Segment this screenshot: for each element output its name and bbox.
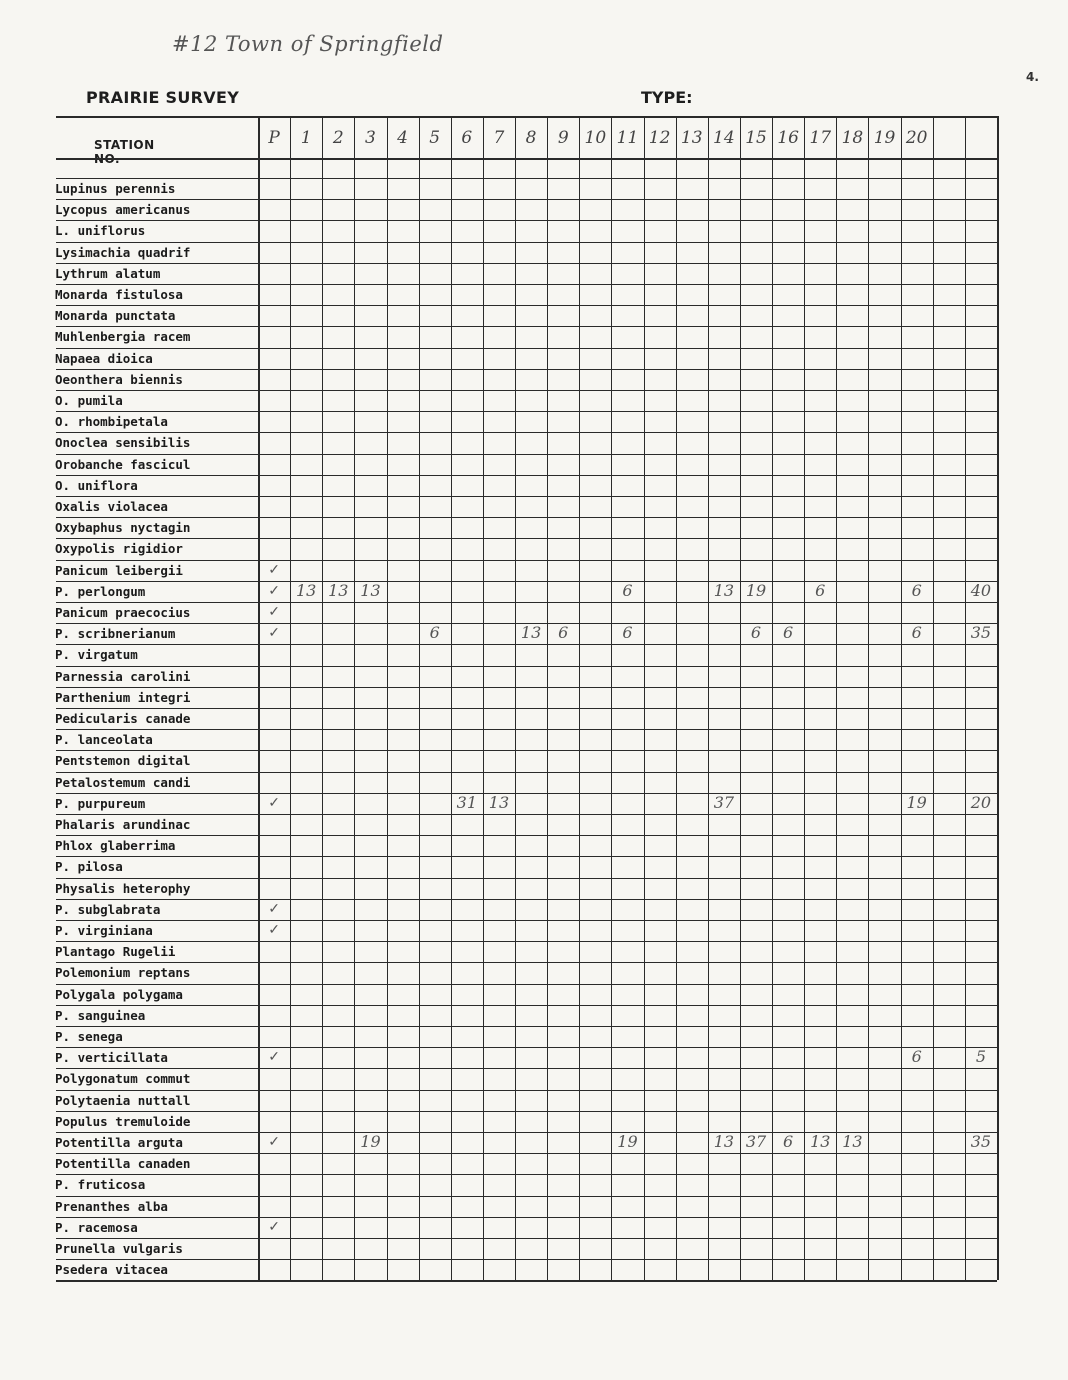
species-name: Populus tremuloide xyxy=(55,1113,191,1129)
cell-value: 6 xyxy=(783,623,794,643)
species-name: Physalis heterophy xyxy=(55,880,191,896)
row-line xyxy=(56,878,997,879)
row-line xyxy=(56,220,997,221)
column-line xyxy=(451,116,452,1280)
cell-value: 13 xyxy=(713,580,735,600)
column-line xyxy=(611,116,612,1280)
species-name: P. scribnerianum xyxy=(55,626,176,642)
species-name: O. rhombipetala xyxy=(55,414,168,430)
station-header: 10 xyxy=(584,128,607,148)
cell-value: 6 xyxy=(622,623,633,643)
cell-value: 13 xyxy=(842,1132,863,1151)
species-name: Panicum leibergii xyxy=(55,562,183,578)
species-name: Lupinus perennis xyxy=(55,181,176,196)
species-name: P. racemosa xyxy=(55,1219,138,1235)
row-line xyxy=(56,1217,997,1218)
column-line xyxy=(836,116,837,1280)
cell-value: 19 xyxy=(617,1132,638,1151)
row-line xyxy=(56,941,997,942)
cell-value: 13 xyxy=(713,1132,735,1151)
check-mark: ✓ xyxy=(268,561,280,578)
row-line xyxy=(56,602,997,603)
cell-value: 5 xyxy=(975,1047,987,1067)
row-line xyxy=(56,326,997,327)
row-line xyxy=(56,793,997,794)
column-line xyxy=(804,116,805,1280)
station-header: P xyxy=(268,128,280,148)
species-name: Polygonatum commut xyxy=(55,1071,191,1087)
cell-value: 20 xyxy=(970,792,992,812)
row-line xyxy=(56,1196,997,1197)
column-line xyxy=(965,116,966,1280)
station-header: 7 xyxy=(493,128,505,148)
species-name: P. purpureum xyxy=(55,795,146,811)
cell-value: 19 xyxy=(360,1132,381,1151)
species-name: Polygala polygama xyxy=(55,986,183,1002)
station-header: 13 xyxy=(680,128,703,148)
column-line xyxy=(901,116,902,1280)
row-line xyxy=(56,666,997,667)
species-name: Polemonium reptans xyxy=(55,965,191,981)
species-name: O. pumila xyxy=(55,393,123,408)
species-name: Prunella vulgaris xyxy=(55,1241,183,1256)
page-number: 4. xyxy=(1026,70,1039,84)
cell-value: 6 xyxy=(815,580,826,600)
species-name: P. lanceolata xyxy=(55,732,153,748)
column-line xyxy=(322,116,323,1280)
check-mark: ✓ xyxy=(268,604,280,620)
row-line xyxy=(56,750,997,751)
species-name: Petalostemum candi xyxy=(55,774,191,790)
species-name: Monarda fistulosa xyxy=(55,287,183,302)
row-line xyxy=(56,920,997,921)
species-name: Panicum praecocius xyxy=(55,605,191,620)
species-name: P. verticillata xyxy=(55,1050,168,1066)
check-mark: ✓ xyxy=(268,582,280,599)
species-name: Onoclea sensibilis xyxy=(55,435,191,451)
species-name: Oxybaphus nyctagin xyxy=(55,520,191,536)
row-line xyxy=(56,1090,997,1091)
row-line xyxy=(56,242,997,243)
header-bottom-border xyxy=(56,158,997,160)
cell-value: 31 xyxy=(456,792,478,812)
row-line xyxy=(56,178,997,179)
check-mark: ✓ xyxy=(268,922,280,938)
check-mark: ✓ xyxy=(268,1049,280,1066)
check-mark: ✓ xyxy=(268,794,280,811)
species-name: Lycopus americanus xyxy=(55,202,191,218)
column-line xyxy=(419,116,420,1280)
row-line xyxy=(56,1068,997,1069)
cell-value: 13 xyxy=(810,1132,831,1151)
row-line xyxy=(56,369,997,370)
check-mark: ✓ xyxy=(268,1134,280,1150)
column-line xyxy=(387,116,388,1280)
species-name: Lysimachia quadrif xyxy=(55,244,191,260)
species-name: Oeonthera biennis xyxy=(55,371,183,387)
cell-value: 13 xyxy=(296,580,317,600)
station-header: 1 xyxy=(300,128,312,148)
species-name: Pedicularis canade xyxy=(55,711,191,726)
row-line xyxy=(56,284,997,285)
row-line xyxy=(56,305,997,306)
species-name: L. uniflorus xyxy=(55,223,146,239)
species-name: P. pilosa xyxy=(55,859,123,875)
row-line xyxy=(56,1238,997,1239)
cell-value: 35 xyxy=(970,1132,992,1151)
species-name: Lythrum alatum xyxy=(55,265,161,281)
station-header: 9 xyxy=(557,128,569,148)
cell-value: 13 xyxy=(488,792,510,812)
cell-value: 19 xyxy=(745,580,767,600)
species-name: P. virginiana xyxy=(55,923,153,938)
station-header: 4 xyxy=(397,128,408,148)
cell-value: 35 xyxy=(970,623,992,643)
column-line xyxy=(290,116,291,1280)
column-line xyxy=(933,116,934,1280)
species-name: Parthenium integri xyxy=(55,689,191,705)
row-line xyxy=(56,1280,997,1282)
cell-value: 13 xyxy=(328,580,349,600)
station-header: 15 xyxy=(745,128,767,148)
cell-value: 6 xyxy=(558,623,569,643)
station-header: 6 xyxy=(461,128,473,148)
column-line xyxy=(740,116,741,1280)
column-line xyxy=(515,116,516,1280)
station-header: 11 xyxy=(616,128,639,148)
station-header: 5 xyxy=(429,128,441,148)
type-label: TYPE: xyxy=(641,88,693,107)
handwritten-title: #12 Town of Springfield xyxy=(172,32,444,56)
cell-value: 6 xyxy=(783,1132,794,1151)
row-line xyxy=(56,1026,997,1027)
station-header: 12 xyxy=(648,128,671,148)
species-name: P. sanguinea xyxy=(55,1007,146,1023)
station-header xyxy=(933,118,965,158)
row-line xyxy=(56,581,997,582)
row-line xyxy=(56,517,997,518)
row-line xyxy=(56,496,997,497)
cell-value: 6 xyxy=(622,580,633,600)
station-header: 2 xyxy=(332,128,344,148)
row-line xyxy=(56,984,997,985)
row-line xyxy=(56,1153,997,1154)
station-header: 16 xyxy=(777,128,799,148)
cell-value: 6 xyxy=(429,623,440,643)
cell-value: 6 xyxy=(911,623,922,643)
species-name: Potentilla canaden xyxy=(55,1156,191,1172)
row-line xyxy=(56,1047,997,1048)
species-name: Orobanche fascicul xyxy=(55,456,191,472)
species-name: P. virgatum xyxy=(55,647,138,663)
station-header xyxy=(965,118,997,158)
species-name: Oxypolis rigidior xyxy=(55,541,183,557)
row-line xyxy=(56,772,997,773)
cell-value: 6 xyxy=(911,580,922,600)
row-line xyxy=(56,199,997,200)
cell-value: 37 xyxy=(745,1132,767,1151)
species-name: Plantago Rugelii xyxy=(55,944,176,960)
row-line xyxy=(56,263,997,264)
species-name: Muhlenbergia racem xyxy=(55,329,191,345)
cell-value: 13 xyxy=(360,580,381,600)
species-name: Potentilla arguta xyxy=(55,1135,183,1150)
station-header: 8 xyxy=(525,128,537,148)
row-line xyxy=(56,856,997,857)
column-line xyxy=(676,116,677,1280)
row-line xyxy=(56,1259,997,1260)
row-line xyxy=(56,1111,997,1112)
species-name: Phalaris arundinac xyxy=(55,817,191,832)
check-mark: ✓ xyxy=(268,900,280,917)
cell-value: 40 xyxy=(970,580,992,600)
species-name: P. subglabrata xyxy=(55,901,161,917)
column-line xyxy=(644,116,645,1280)
column-line xyxy=(708,116,709,1280)
row-line xyxy=(56,538,997,539)
form-title: PRAIRIE SURVEY xyxy=(86,88,240,107)
station-header: 18 xyxy=(841,128,864,148)
column-line xyxy=(997,116,999,1280)
row-line xyxy=(56,475,997,476)
station-header: 19 xyxy=(873,128,896,148)
row-line xyxy=(56,835,997,836)
row-line xyxy=(56,454,997,455)
row-line xyxy=(56,899,997,900)
species-name: Prenanthes alba xyxy=(55,1198,168,1214)
station-header: 20 xyxy=(905,128,928,148)
row-line xyxy=(56,729,997,730)
species-name: Phlox glaberrima xyxy=(55,838,176,854)
row-line xyxy=(56,390,997,391)
column-line xyxy=(354,116,355,1280)
species-name: Polytaenia nuttall xyxy=(55,1092,191,1108)
cell-value: 6 xyxy=(911,1047,922,1067)
column-line xyxy=(579,116,580,1280)
species-name: O. uniflora xyxy=(55,477,138,493)
row-line xyxy=(56,560,997,561)
column-line xyxy=(258,116,260,1280)
species-name: Pentstemon digital xyxy=(55,753,191,769)
check-mark: ✓ xyxy=(268,625,280,642)
row-line xyxy=(56,411,997,412)
station-header: 14 xyxy=(713,128,735,148)
station-header: 17 xyxy=(809,128,832,148)
species-name: Psedera vitacea xyxy=(55,1262,168,1278)
cell-value: 19 xyxy=(906,792,927,812)
row-line xyxy=(56,1174,997,1175)
row-line xyxy=(56,962,997,963)
row-line xyxy=(56,814,997,815)
cell-value: 13 xyxy=(520,623,542,643)
species-name: P. perlongum xyxy=(55,583,146,599)
species-name: Parnessia carolini xyxy=(55,668,191,684)
column-line xyxy=(547,116,548,1280)
species-name: P. fruticosa xyxy=(55,1177,146,1193)
column-line xyxy=(483,116,484,1280)
cell-value: 37 xyxy=(713,792,735,812)
row-line xyxy=(56,708,997,709)
row-line xyxy=(56,1005,997,1006)
station-no-label: STATION xyxy=(94,138,155,152)
column-line xyxy=(868,116,869,1280)
row-line xyxy=(56,348,997,349)
station-header: 3 xyxy=(365,128,376,148)
row-line xyxy=(56,687,997,688)
species-name: Monarda punctata xyxy=(55,308,176,324)
column-line xyxy=(772,116,773,1280)
row-line xyxy=(56,432,997,433)
species-name: P. senega xyxy=(55,1029,123,1044)
check-mark: ✓ xyxy=(268,1218,280,1235)
species-name: Oxalis violacea xyxy=(55,499,168,514)
cell-value: 6 xyxy=(750,623,762,643)
species-name: Napaea dioica xyxy=(55,350,153,366)
